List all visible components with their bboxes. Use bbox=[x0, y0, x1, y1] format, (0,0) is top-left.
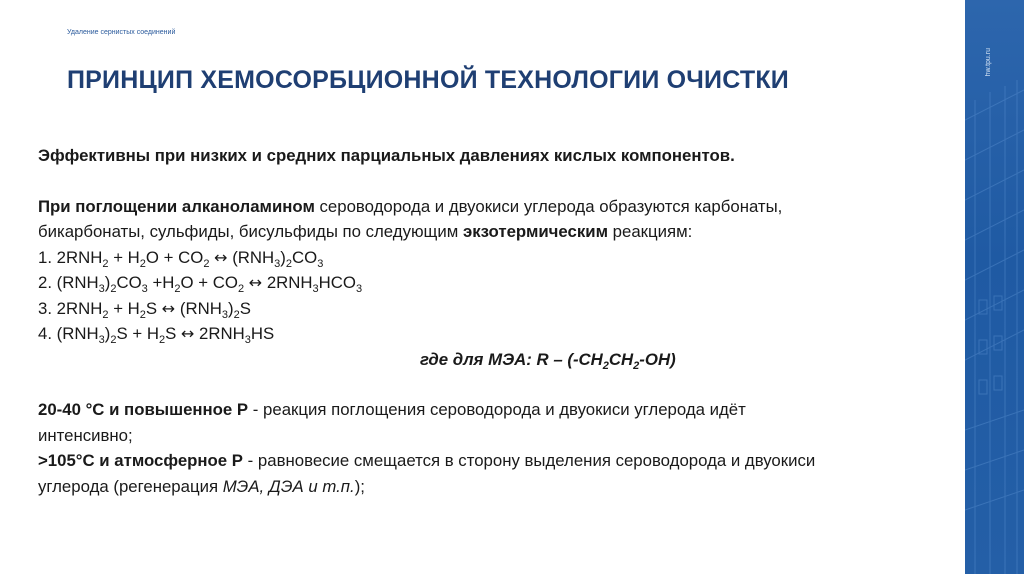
reaction-4: 4. $(RNH_3)_2S + H_2S$ ↔ $2RNH_3HS$ bbox=[38, 324, 275, 346]
absorption-line-2: бикарбонаты, сульфиды, бисульфиды по следующим экзотермическим реакциям: bbox=[38, 222, 693, 241]
condition-2-line-2: углерода (регенерация МЭА, ДЭА и т.п.); bbox=[38, 476, 365, 496]
condition-1-line-2: интенсивно; bbox=[38, 425, 133, 445]
absorption-line-1: При поглощении алканоламином сероводорода и двуокиси углерода образуются карбонаты, bbox=[38, 196, 783, 216]
side-decorative-band bbox=[965, 0, 1024, 574]
side-url: hw.tpu.ru bbox=[985, 48, 992, 77]
mea-formula-note: где для МЭА: R – $(-CH_2CH_2-OH)$ bbox=[420, 349, 676, 372]
page-title: ПРИНЦИП ХЕМОСОРБЦИОННОЙ ТЕХНОЛОГИИ ОЧИСТКИ bbox=[67, 66, 789, 94]
breadcrumb: Удаление сернистых соединений bbox=[67, 29, 176, 36]
reaction-1: 1. $2RNH_2 + H_2O + CO_2$ ↔ $(RNH_3)_2CO_3$ bbox=[38, 247, 324, 270]
intro-text: Эффективны при низких и средних парциальных давлениях кислых компонентов. bbox=[38, 146, 735, 165]
main-content bbox=[38, 143, 938, 499]
condition-2-line-1: >105°C и атмосферное Р - равновесие смещается в сторону выделения сероводорода и двуокиси bbox=[38, 451, 816, 470]
condition-1-line-1: 20-40 °C и повышенное Р - реакция поглощения сероводорода и двуокиси углерода идёт bbox=[38, 400, 746, 419]
reaction-3: 3. $2RNH_2 + H_2S$ ↔ $(RNH_3)_2S$ bbox=[38, 298, 251, 321]
building-pattern-icon bbox=[965, 0, 1024, 574]
reaction-2: 2. $(RNH_3)_2CO_3 +H_2O + CO_2$ ↔ $2RNH_3HCO_3$ bbox=[38, 273, 363, 295]
